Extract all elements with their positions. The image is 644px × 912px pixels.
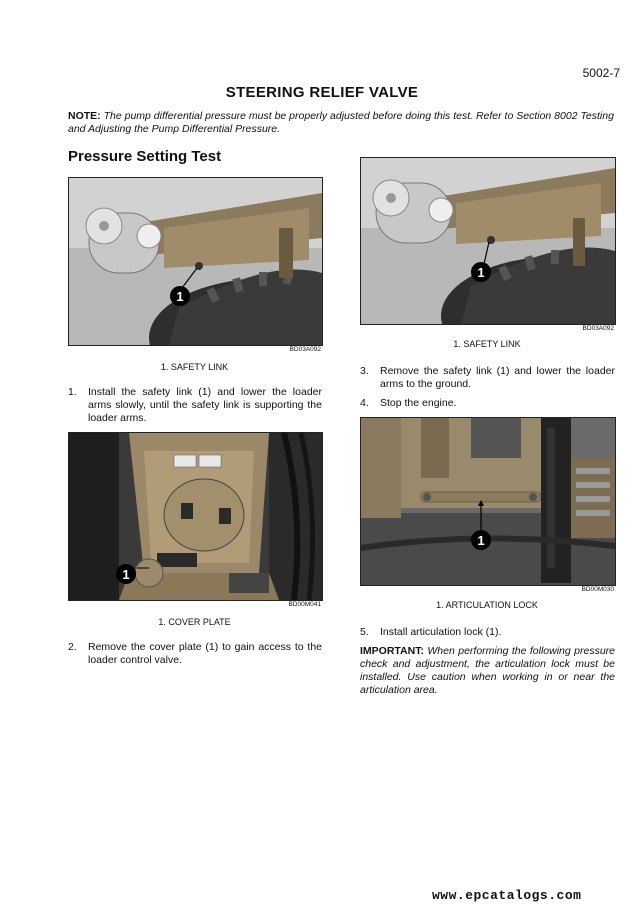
figure-code: BD00M030 — [581, 586, 614, 593]
step-text: Install the safety link (1) and lower the loader arms slowly, until the safety link is supporting the loader arms. — [88, 386, 322, 424]
step-1 — [68, 386, 322, 425]
callout-marker — [116, 564, 136, 584]
svg-text:1: 1 — [122, 567, 130, 582]
note-text: The pump differential pressure must be properly adjusted before doing this test. Refer to Section 8002 Testing and Adjusting the Pump Differential Pressure. — [68, 110, 614, 135]
figure-safety-link-photo — [68, 177, 323, 346]
step-number: 2. — [68, 641, 77, 653]
svg-text:1: 1 — [477, 265, 485, 280]
figure-code: BD03A092 — [582, 325, 614, 332]
page-number: 5002-7 — [582, 66, 620, 80]
important-label: IMPORTANT: — [360, 645, 424, 657]
figure-caption: 1. SAFETY LINK — [160, 362, 229, 372]
important-text: When performing the following pressure check and adjustment, the articulation lock must be installed. Use caution when working in or near the articulation area. — [360, 645, 615, 696]
figure-code: BD03A092 — [289, 346, 321, 353]
step-text: Remove the cover plate (1) to gain access to the loader control valve. — [88, 641, 322, 666]
step-text: Stop the engine. — [380, 397, 457, 409]
figure-code: BD00M041 — [288, 601, 321, 608]
step-text: Install articulation lock (1). — [380, 626, 502, 638]
page-title: STEERING RELIEF VALVE — [225, 84, 419, 101]
figure-caption: 1. SAFETY LINK — [453, 339, 521, 349]
step-number: 4. — [360, 397, 369, 409]
watermark-url: www.epcatalogs.com — [432, 888, 582, 903]
svg-text:1: 1 — [176, 289, 184, 304]
figure-safety-link-photo-right — [360, 157, 616, 325]
section-heading: Pressure Setting Test — [68, 148, 222, 165]
step-number: 3. — [360, 365, 369, 377]
callout-marker — [471, 530, 491, 550]
note-paragraph — [68, 110, 620, 136]
figure-cover-plate-photo — [68, 432, 323, 601]
figure-articulation-lock-photo — [360, 417, 616, 586]
note-label: NOTE: — [68, 110, 101, 122]
step-3 — [360, 365, 615, 391]
callout-marker — [471, 262, 491, 282]
step-number: 1. — [68, 386, 77, 398]
step-text: Remove the safety link (1) and lower the loader arms to the ground. — [380, 365, 615, 390]
important-paragraph — [360, 645, 615, 697]
callout-marker — [170, 286, 190, 306]
step-4 — [360, 397, 615, 410]
step-2 — [68, 641, 322, 667]
figure-caption: 1. ARTICULATION LOCK — [436, 600, 538, 610]
step-number: 5. — [360, 626, 369, 638]
svg-text:1: 1 — [477, 533, 485, 548]
figure-caption: 1. COVER PLATE — [158, 617, 231, 627]
step-5 — [360, 626, 615, 639]
